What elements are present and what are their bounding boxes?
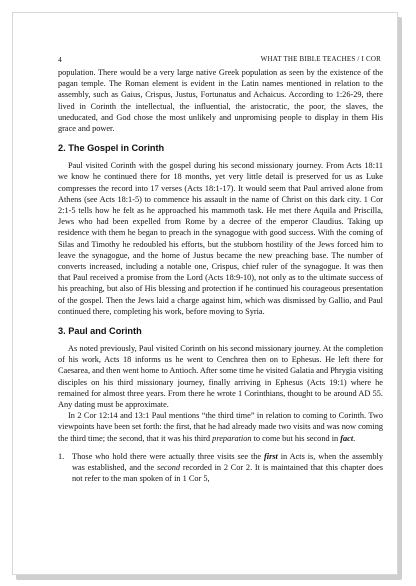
text-span: recorded in 2 Cor 2. It is maintained that this chapter does not refer to the man spoken of in 1 Cor 5, bbox=[72, 463, 383, 484]
section3-paragraph-2 bbox=[58, 410, 383, 444]
page-body bbox=[58, 67, 383, 485]
page-number: 4 bbox=[58, 55, 62, 64]
section-heading-paul-and-corinth: 3. Paul and Corinth bbox=[58, 326, 142, 337]
text-span: in Acts is, when the assembly was established, and the bbox=[72, 451, 383, 473]
text-span: Those who hold there were actually three visits see the bbox=[72, 451, 265, 461]
text-span: to come but his second in bbox=[251, 433, 341, 443]
emphasis-preparation: preparation bbox=[212, 433, 252, 443]
text-span: . bbox=[353, 433, 356, 443]
footnote bbox=[58, 451, 383, 485]
emphasis-first: first bbox=[264, 451, 278, 461]
footnote-text bbox=[72, 451, 383, 485]
footnote-number: 1. bbox=[58, 451, 65, 461]
section2-paragraph: Paul visited Corinth with the gospel during his second missionary journey. From Acts 18:11 we know he continued there for 18 months, yet very little detail is preserved for us as Luke compresses the record into 17 verses (Acts 18:1-17). It would seem that Paul arrived alone from Athens (see Acts 18:1-5) to commence his assault in the name of Christ on this dark city. 1 Cor 2:1-5 tells how he felt as he approached his mammoth task. He met there Aquila and Priscilla, Jews who had been expelled from Rome by a decree of the emperor Claudius. Taking up residence with them he began to preach in the synagogue with good success. With the coming of Silas and Timothy he redoubled his efforts, but the stubborn hostility of the Jews forced him to leave the synagogue, and the home of Justus became the new preaching base. The number of converts increased, including a notable one, Crispus, chief ruler of the synagogue. It was then that Paul received a promise from the Lord (Acts 18:9-10), not only as to the ultimate success of his preaching, but also of His blessing and protection if he continued his courageous presentation of the gospel. Then the Jews laid a charge against him, which was dismissed by Gallio, and Paul continued there, completing his work, before moving to Syria. bbox=[58, 161, 383, 316]
section3-paragraph-1: As noted previously, Paul visited Corinth on his second missionary journey. At the completion of his work, Acts 18 informs us he went to Cenchrea then on to Ephesus. He left there for Caesarea, and then went home to Antioch. After some time he visited Galatia and Phrygia visiting disciples on his third missionary journey, finally arriving in Ephesus (Acts 19:1) where he remained for almost three years. From there he wrote 1 Corinthians, thought to be around AD 55. Any dating must be approximate. bbox=[58, 344, 383, 410]
emphasis-fact: fact bbox=[340, 433, 354, 443]
text-span: In 2 Cor 12:14 and 13:1 Paul mentions “the third time” in relation to coming to Corinth. Two viewpoints have been set forth: the first, that he had already made two visits and was now coming the third time; the second, that it was his third bbox=[58, 411, 383, 443]
running-title: WHAT THE BIBLE TEACHES / I COR bbox=[260, 55, 381, 63]
book-page bbox=[12, 12, 398, 575]
intro-paragraph: population. There would be a very large native Greek population as seen by the existence of the pagan temple. The Roman element is evident in the Latin names mentioned in relation to the assembly, such as Gaius, Crispus, Justus, Fortunatus and Achaicus. According to 1:26-29, there lived in Corinth the intellectual, the influential, the aristocratic, the poor, the slaves, the uneducated, and God chose the most unlikely and unpromising people to display in them His grace and power. bbox=[58, 68, 383, 134]
emphasis-second: second bbox=[157, 463, 181, 473]
section-heading-gospel-in-corinth: 2. The Gospel in Corinth bbox=[58, 143, 165, 154]
